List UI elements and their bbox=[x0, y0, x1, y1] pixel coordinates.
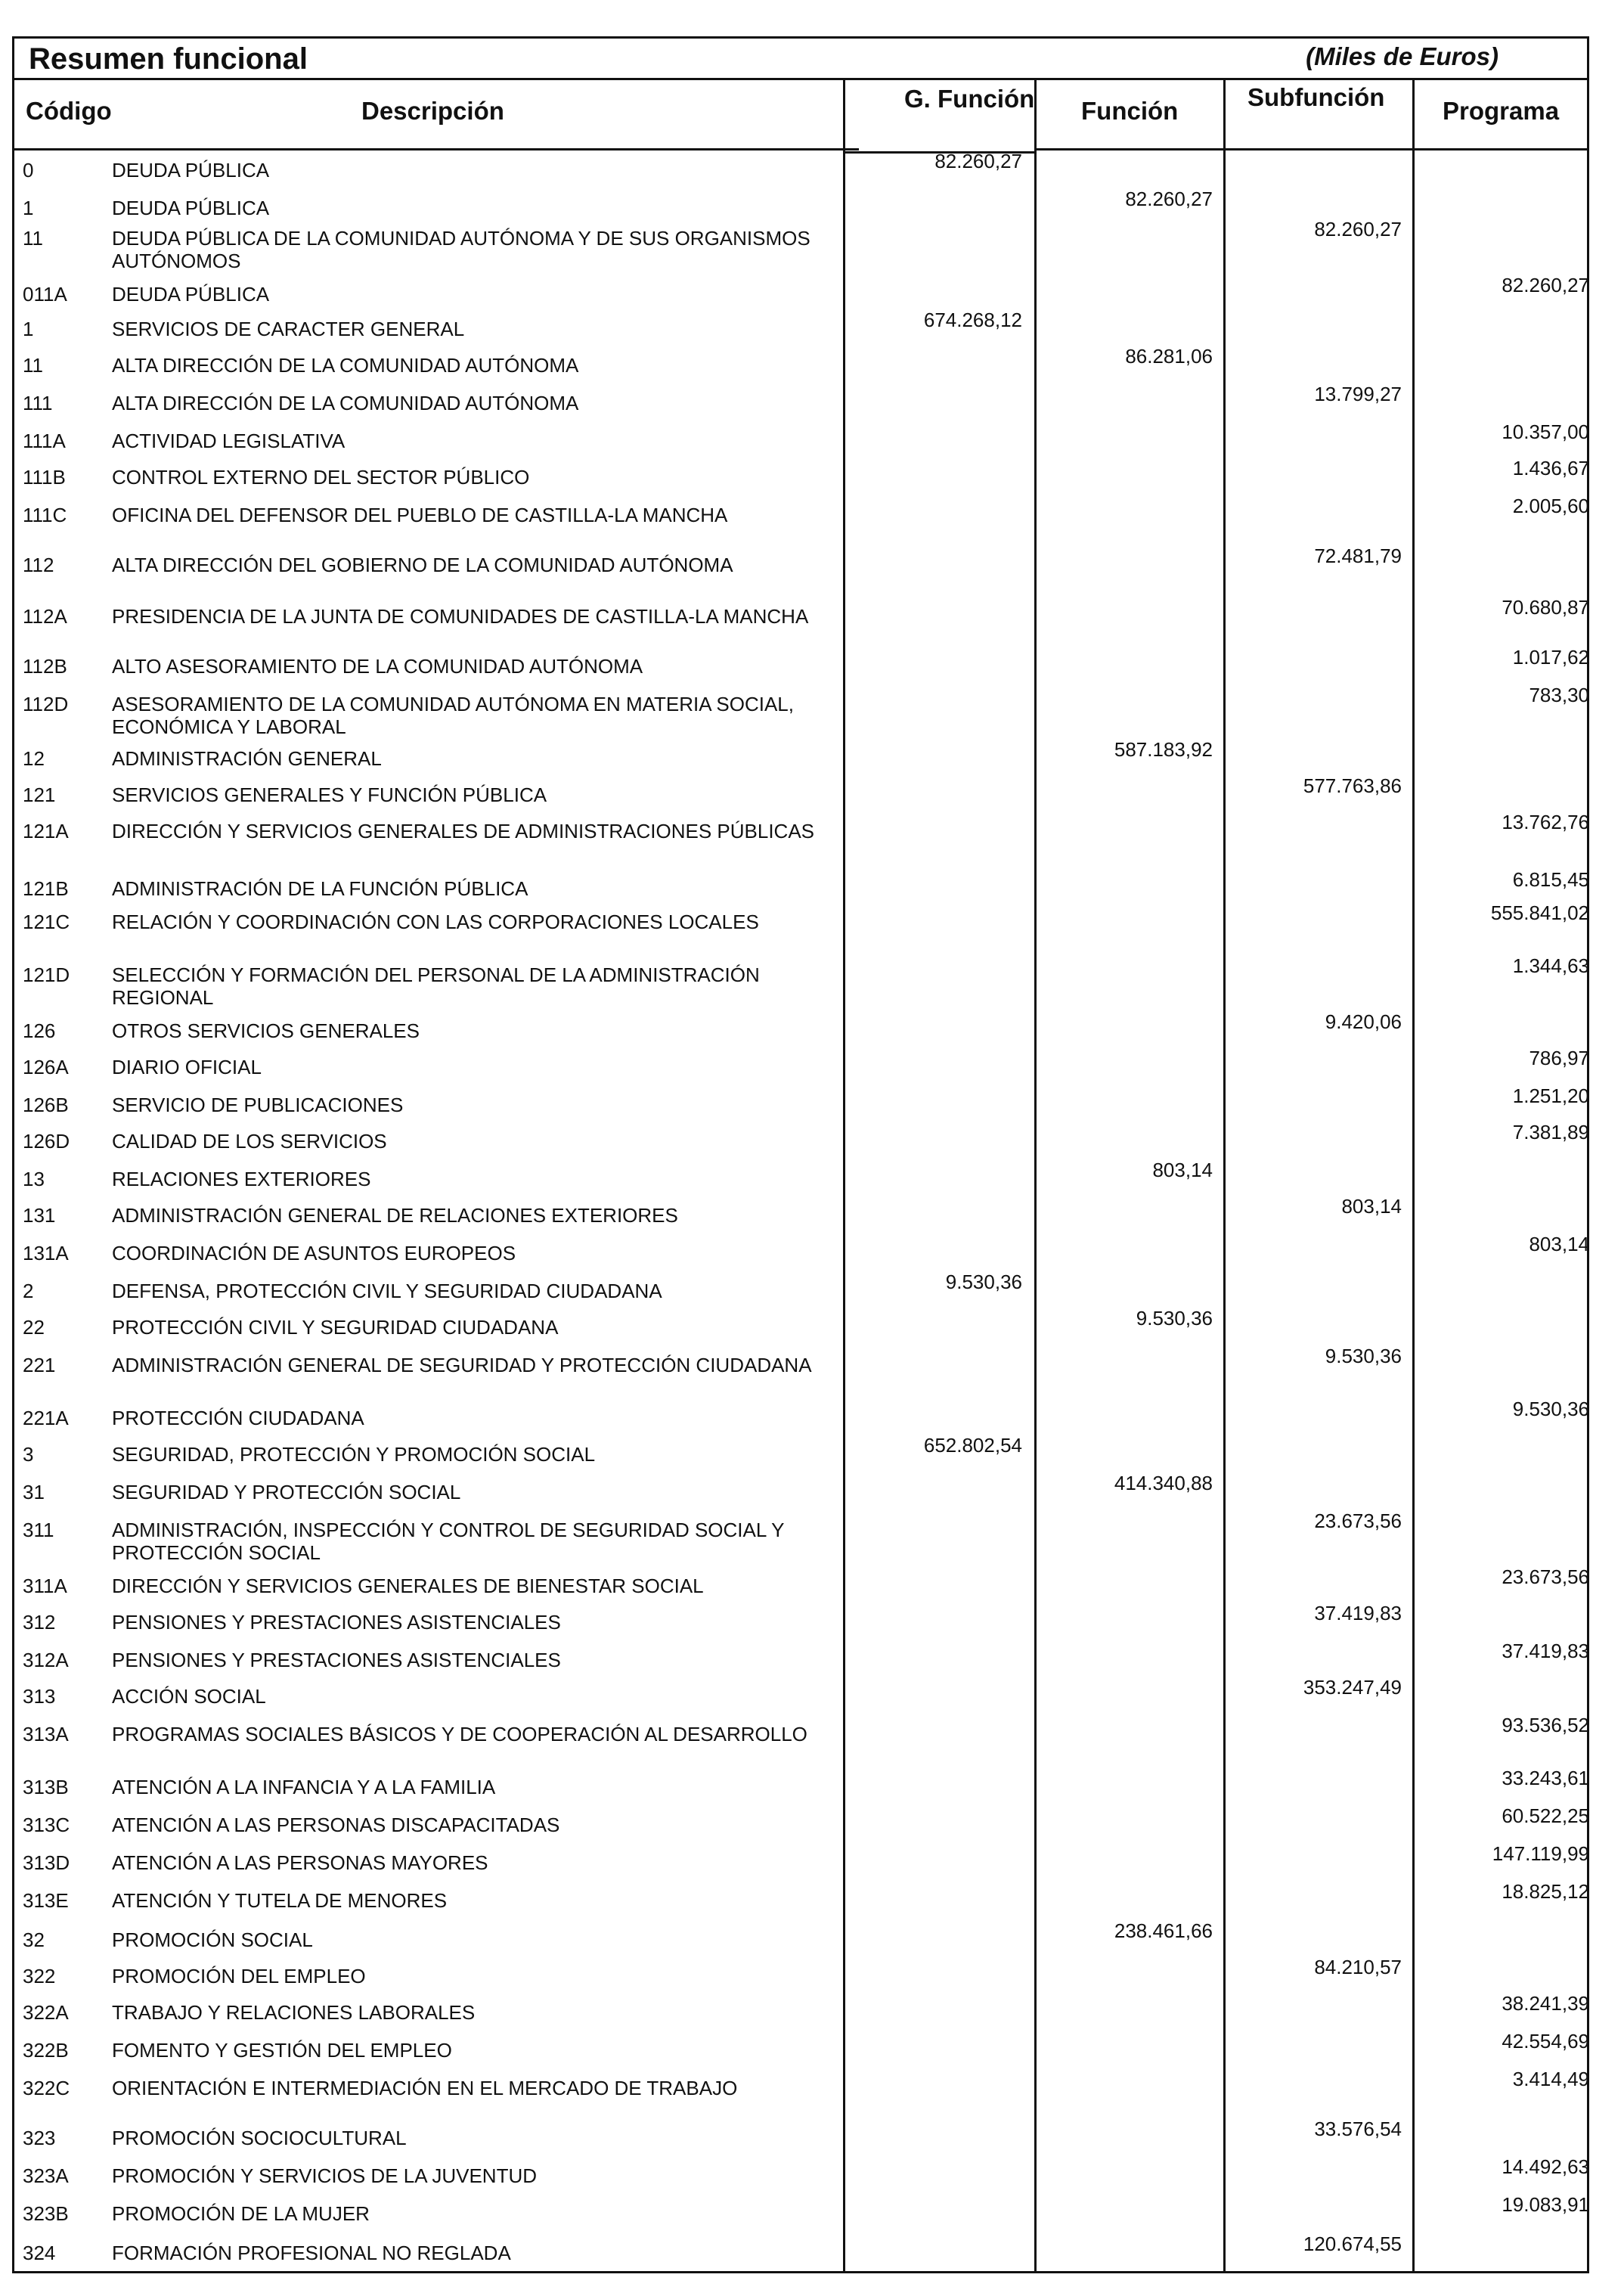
row-description: ASESORAMIENTO DE LA COMUNIDAD AUTÓNOMA EN MATERIA SOCIAL, ECONÓMICA Y LABORAL bbox=[112, 693, 794, 738]
row-description: DEUDA PÚBLICA bbox=[112, 283, 270, 306]
row-programa-value: 82.260,27 bbox=[1502, 274, 1589, 296]
row-programa-value: 18.825,12 bbox=[1502, 1880, 1589, 1903]
row-code: 3 bbox=[23, 1443, 34, 1466]
unit-label: (Miles de Euros) bbox=[1306, 42, 1498, 70]
row-code: 311 bbox=[23, 1519, 54, 1541]
row-programa-value: 1.436,67 bbox=[1512, 457, 1589, 479]
row-description: SERVICIOS GENERALES Y FUNCIÓN PÚBLICA bbox=[112, 783, 547, 806]
row-subfuncion-value: 13.799,27 bbox=[1314, 383, 1402, 405]
row-description: DIARIO OFICIAL bbox=[112, 1056, 262, 1078]
row-subfuncion-value: 803,14 bbox=[1341, 1195, 1402, 1218]
row-funcion-value: 86.281,06 bbox=[1125, 345, 1213, 368]
row-code: 1 bbox=[23, 318, 34, 340]
row-description: CONTROL EXTERNO DEL SECTOR PÚBLICO bbox=[112, 466, 530, 489]
row-code: 322C bbox=[23, 2077, 70, 2099]
row-code: 2 bbox=[23, 1280, 34, 1302]
row-code: 011A bbox=[23, 283, 67, 306]
row-programa-value: 3.414,49 bbox=[1512, 2068, 1589, 2090]
row-code: 313A bbox=[23, 1723, 69, 1745]
row-code: 131 bbox=[23, 1204, 56, 1227]
row-code: 11 bbox=[23, 227, 43, 250]
row-description: PROGRAMAS SOCIALES BÁSICOS Y DE COOPERACIÓN AL DESARROLLO bbox=[112, 1723, 807, 1745]
row-code: 323A bbox=[23, 2164, 69, 2187]
row-description: OFICINA DEL DEFENSOR DEL PUEBLO DE CASTILLA-LA MANCHA bbox=[112, 504, 728, 526]
row-code: 32 bbox=[23, 1928, 45, 1951]
row-description: ACTIVIDAD LEGISLATIVA bbox=[112, 430, 346, 452]
row-code: 313D bbox=[23, 1851, 70, 1874]
row-subfuncion-value: 37.419,83 bbox=[1314, 1602, 1402, 1624]
row-description: ALTO ASESORAMIENTO DE LA COMUNIDAD AUTÓNOMA bbox=[112, 655, 643, 678]
row-code: 126B bbox=[23, 1094, 69, 1116]
row-subfuncion-value: 72.481,79 bbox=[1314, 545, 1402, 567]
row-code: 313B bbox=[23, 1776, 69, 1798]
row-programa-value: 42.554,69 bbox=[1502, 2030, 1589, 2053]
row-programa-value: 555.841,02 bbox=[1490, 901, 1589, 924]
row-code: 322 bbox=[23, 1965, 56, 1987]
row-description: PROTECCIÓN CIUDADANA bbox=[112, 1407, 364, 1429]
row-funcion-value: 82.260,27 bbox=[1125, 188, 1213, 210]
row-description: PRESIDENCIA DE LA JUNTA DE COMUNIDADES DE CASTILLA-LA MANCHA bbox=[112, 605, 809, 628]
row-description: PROMOCIÓN DE LA MUJER bbox=[112, 2202, 370, 2225]
row-code: 111C bbox=[23, 504, 67, 526]
row-code: 323B bbox=[23, 2202, 69, 2225]
row-code: 13 bbox=[23, 1168, 45, 1190]
row-code: 131A bbox=[23, 1242, 69, 1264]
row-programa-value: 10.357,00 bbox=[1502, 420, 1589, 443]
row-code: 1 bbox=[23, 197, 34, 219]
row-programa-value: 1.344,63 bbox=[1512, 954, 1589, 977]
row-description: FOMENTO Y GESTIÓN DEL EMPLEO bbox=[112, 2039, 452, 2062]
row-subfuncion-value: 33.576,54 bbox=[1314, 2118, 1402, 2140]
row-code: 121B bbox=[23, 877, 69, 900]
row-code: 112A bbox=[23, 605, 67, 628]
row-programa-value: 1.017,62 bbox=[1512, 646, 1589, 669]
row-programa-value: 2.005,60 bbox=[1512, 495, 1589, 517]
row-description: DEFENSA, PROTECCIÓN CIVIL Y SEGURIDAD CIUDADANA bbox=[112, 1280, 662, 1302]
funcion-header-rule bbox=[1034, 148, 1225, 150]
row-code: 323 bbox=[23, 2127, 56, 2149]
row-description: DEUDA PÚBLICA bbox=[112, 159, 270, 182]
row-code: 322A bbox=[23, 2001, 69, 2024]
row-subfuncion-value: 353.247,49 bbox=[1303, 1676, 1402, 1699]
row-code: 121A bbox=[23, 820, 69, 842]
row-funcion-value: 803,14 bbox=[1152, 1159, 1213, 1181]
row-description: ORIENTACIÓN E INTERMEDIACIÓN EN EL MERCADO DE TRABAJO bbox=[112, 2077, 738, 2099]
row-programa-value: 38.241,39 bbox=[1502, 1992, 1589, 2015]
row-code: 22 bbox=[23, 1316, 45, 1339]
row-code: 111 bbox=[23, 392, 53, 414]
row-code: 221A bbox=[23, 1407, 69, 1429]
row-code: 112D bbox=[23, 693, 69, 715]
row-description: DEUDA PÚBLICA DE LA COMUNIDAD AUTÓNOMA Y DE SUS ORGANISMOS AUTÓNOMOS bbox=[112, 227, 810, 272]
row-programa-value: 60.522,25 bbox=[1502, 1804, 1589, 1827]
row-description: ATENCIÓN A LA INFANCIA Y A LA FAMILIA bbox=[112, 1776, 496, 1798]
row-programa-value: 14.492,63 bbox=[1502, 2155, 1589, 2178]
row-programa-value: 93.536,52 bbox=[1502, 1714, 1589, 1736]
row-subfuncion-value: 577.763,86 bbox=[1303, 774, 1402, 797]
row-code: 311A bbox=[23, 1575, 67, 1597]
row-description: SELECCIÓN Y FORMACIÓN DEL PERSONAL DE LA ADMINISTRACIÓN REGIONAL bbox=[112, 963, 760, 1009]
row-description: PROMOCIÓN DEL EMPLEO bbox=[112, 1965, 366, 1987]
row-code: 126A bbox=[23, 1056, 69, 1078]
row-subfuncion-value: 9.420,06 bbox=[1325, 1010, 1402, 1033]
row-description: PROMOCIÓN SOCIOCULTURAL bbox=[112, 2127, 407, 2149]
row-description: ADMINISTRACIÓN DE LA FUNCIÓN PÚBLICA bbox=[112, 877, 528, 900]
row-description: TRABAJO Y RELACIONES LABORALES bbox=[112, 2001, 476, 2024]
row-description: ATENCIÓN Y TUTELA DE MENORES bbox=[112, 1889, 448, 1912]
column-header-codigo: Código bbox=[26, 97, 112, 125]
row-g-funcion-value: 82.260,27 bbox=[934, 150, 1022, 172]
title-bar bbox=[12, 36, 1589, 80]
row-description: PENSIONES Y PRESTACIONES ASISTENCIALES bbox=[112, 1611, 561, 1634]
row-description: PROMOCIÓN Y SERVICIOS DE LA JUVENTUD bbox=[112, 2164, 538, 2187]
row-description: ATENCIÓN A LAS PERSONAS MAYORES bbox=[112, 1851, 488, 1874]
row-funcion-value: 414.340,88 bbox=[1114, 1472, 1213, 1494]
column-header-programa: Programa bbox=[1443, 97, 1560, 125]
row-code: 324 bbox=[23, 2242, 56, 2264]
header-rule bbox=[12, 148, 859, 150]
row-subfuncion-value: 84.210,57 bbox=[1314, 1956, 1402, 1978]
row-code: 221 bbox=[23, 1354, 56, 1376]
row-description: ACCIÓN SOCIAL bbox=[112, 1685, 266, 1708]
row-code: 313C bbox=[23, 1814, 70, 1836]
column-header-descripcion: Descripción bbox=[361, 97, 504, 125]
row-description: DEUDA PÚBLICA bbox=[112, 197, 270, 219]
row-funcion-value: 238.461,66 bbox=[1114, 1919, 1213, 1942]
row-code: 126D bbox=[23, 1130, 70, 1153]
row-programa-value: 6.815,45 bbox=[1512, 868, 1589, 891]
row-g-funcion-value: 652.802,54 bbox=[923, 1434, 1022, 1457]
row-programa-value: 7.381,89 bbox=[1512, 1121, 1589, 1143]
row-code: 31 bbox=[23, 1481, 45, 1503]
row-description: ALTA DIRECCIÓN DE LA COMUNIDAD AUTÓNOMA bbox=[112, 392, 579, 414]
row-programa-value: 147.119,99 bbox=[1492, 1842, 1589, 1865]
row-code: 0 bbox=[23, 159, 34, 182]
row-code: 111B bbox=[23, 466, 66, 489]
divider-programa-left bbox=[1412, 80, 1415, 2273]
row-description: FORMACIÓN PROFESIONAL NO REGLADA bbox=[112, 2242, 511, 2264]
subfuncion-header-rule bbox=[1223, 148, 1414, 150]
row-code: 12 bbox=[23, 747, 45, 770]
row-code: 112 bbox=[23, 554, 54, 576]
row-programa-value: 786,97 bbox=[1529, 1047, 1589, 1069]
row-code: 121 bbox=[23, 783, 56, 806]
row-description: PENSIONES Y PRESTACIONES ASISTENCIALES bbox=[112, 1649, 561, 1671]
page-title: Resumen funcional bbox=[29, 42, 308, 76]
row-programa-value: 19.083,91 bbox=[1502, 2193, 1589, 2216]
row-description: SERVICIO DE PUBLICACIONES bbox=[112, 1094, 404, 1116]
row-subfuncion-value: 23.673,56 bbox=[1314, 1510, 1402, 1532]
row-code: 121C bbox=[23, 911, 70, 933]
row-description: ADMINISTRACIÓN GENERAL bbox=[112, 747, 382, 770]
row-description: ALTA DIRECCIÓN DE LA COMUNIDAD AUTÓNOMA bbox=[112, 354, 579, 377]
row-description: RELACIONES EXTERIORES bbox=[112, 1168, 371, 1190]
row-programa-value: 70.680,87 bbox=[1502, 596, 1589, 619]
row-code: 313E bbox=[23, 1889, 69, 1912]
row-code: 312 bbox=[23, 1611, 56, 1634]
row-g-funcion-value: 9.530,36 bbox=[945, 1271, 1022, 1293]
row-description: ATENCIÓN A LAS PERSONAS DISCAPACITADAS bbox=[112, 1814, 560, 1836]
row-funcion-value: 587.183,92 bbox=[1114, 738, 1213, 761]
row-description: OTROS SERVICIOS GENERALES bbox=[112, 1019, 420, 1042]
divider-subfuncion-left bbox=[1223, 80, 1226, 2273]
row-description: SEGURIDAD Y PROTECCIÓN SOCIAL bbox=[112, 1481, 461, 1503]
row-code: 112B bbox=[23, 655, 67, 678]
row-subfuncion-value: 82.260,27 bbox=[1314, 218, 1402, 240]
row-programa-value: 1.251,20 bbox=[1512, 1084, 1589, 1107]
row-description: PROTECCIÓN CIVIL Y SEGURIDAD CIUDADANA bbox=[112, 1316, 559, 1339]
row-description: CALIDAD DE LOS SERVICIOS bbox=[112, 1130, 387, 1153]
row-code: 11 bbox=[23, 354, 43, 377]
row-description: ADMINISTRACIÓN, INSPECCIÓN Y CONTROL DE SEGURIDAD SOCIAL Y PROTECCIÓN SOCIAL bbox=[112, 1519, 784, 1564]
programa-header-rule bbox=[1412, 148, 1589, 150]
row-funcion-value: 9.530,36 bbox=[1136, 1307, 1213, 1330]
row-description: COORDINACIÓN DE ASUNTOS EUROPEOS bbox=[112, 1242, 516, 1264]
row-programa-value: 803,14 bbox=[1529, 1233, 1589, 1255]
row-code: 111A bbox=[23, 430, 66, 452]
row-subfuncion-value: 120.674,55 bbox=[1303, 2232, 1402, 2255]
row-description: DIRECCIÓN Y SERVICIOS GENERALES DE ADMINISTRACIONES PÚBLICAS bbox=[112, 820, 815, 842]
column-header-g-funcion: G. Función bbox=[904, 85, 1035, 113]
row-programa-value: 783,30 bbox=[1529, 684, 1589, 706]
row-description: SEGURIDAD, PROTECCIÓN Y PROMOCIÓN SOCIAL bbox=[112, 1443, 596, 1466]
row-programa-value: 9.530,36 bbox=[1512, 1398, 1589, 1420]
row-description: DIRECCIÓN Y SERVICIOS GENERALES DE BIENESTAR SOCIAL bbox=[112, 1575, 704, 1597]
row-programa-value: 37.419,83 bbox=[1502, 1640, 1589, 1662]
row-description: ALTA DIRECCIÓN DEL GOBIERNO DE LA COMUNIDAD AUTÓNOMA bbox=[112, 554, 733, 576]
divider-gfuncion-left bbox=[843, 80, 845, 2273]
row-code: 313 bbox=[23, 1685, 56, 1708]
row-programa-value: 23.673,56 bbox=[1502, 1565, 1589, 1588]
row-subfuncion-value: 9.530,36 bbox=[1325, 1345, 1402, 1367]
row-code: 126 bbox=[23, 1019, 56, 1042]
row-g-funcion-value: 674.268,12 bbox=[923, 309, 1022, 331]
row-code: 312A bbox=[23, 1649, 69, 1671]
row-description: RELACIÓN Y COORDINACIÓN CON LAS CORPORACIONES LOCALES bbox=[112, 911, 759, 933]
row-code: 322B bbox=[23, 2039, 69, 2062]
row-description: ADMINISTRACIÓN GENERAL DE SEGURIDAD Y PROTECCIÓN CIUDADANA bbox=[112, 1354, 812, 1376]
row-description: ADMINISTRACIÓN GENERAL DE RELACIONES EXTERIORES bbox=[112, 1204, 678, 1227]
row-code: 121D bbox=[23, 963, 70, 986]
row-programa-value: 33.243,61 bbox=[1502, 1767, 1589, 1789]
column-header-funcion: Función bbox=[1081, 97, 1179, 125]
column-header-subfuncion: Subfunción bbox=[1247, 83, 1385, 111]
row-programa-value: 13.762,76 bbox=[1502, 811, 1589, 833]
row-description: SERVICIOS DE CARACTER GENERAL bbox=[112, 318, 465, 340]
row-description: PROMOCIÓN SOCIAL bbox=[112, 1928, 313, 1951]
